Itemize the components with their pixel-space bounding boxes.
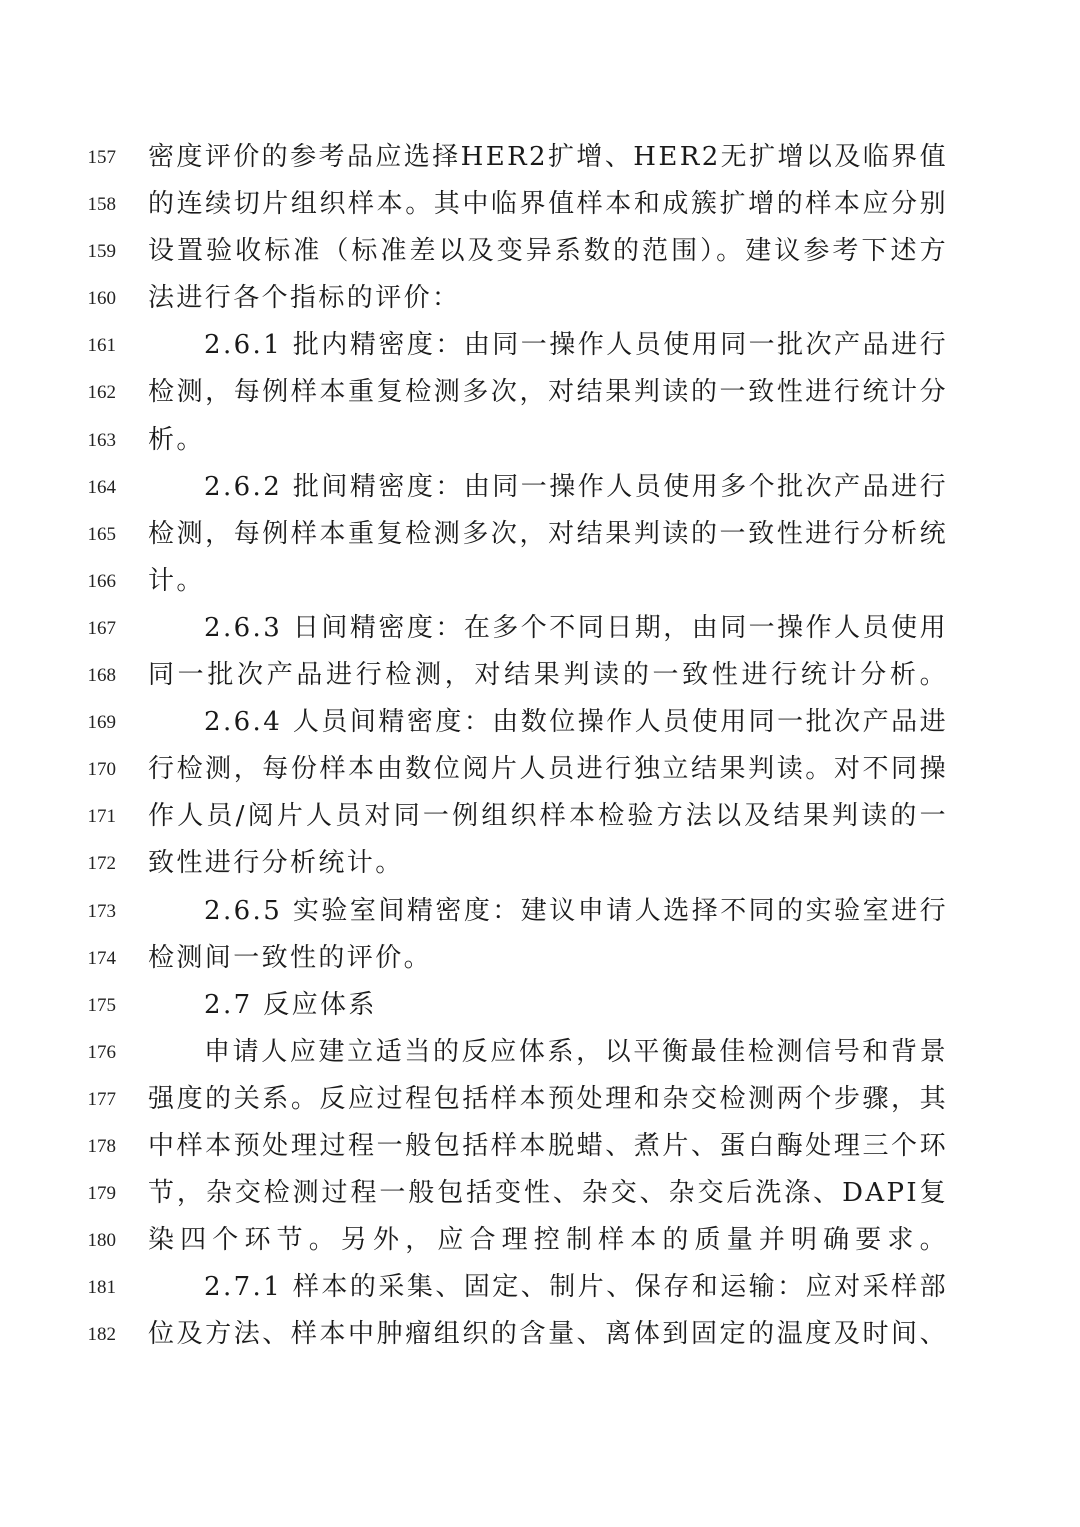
line-text: 中样本预处理过程一般包括样本脱蜡、煮片、蛋白酶处理三个环 bbox=[148, 1130, 948, 1161]
line-text: 2.6.1 批内精密度：由同一操作人员使用同一批次产品进行 bbox=[204, 330, 948, 361]
line-number: 157 bbox=[87, 147, 116, 168]
document-line bbox=[0, 512, 1080, 559]
line-number: 174 bbox=[87, 947, 116, 969]
line-text: 的连续切片组织样本。其中临界值样本和成簇扩增的样本应分别 bbox=[148, 189, 948, 220]
line-text: 2.6.5 实验室间精密度：建议申请人选择不同的实验室进行 bbox=[204, 895, 948, 926]
line-text: 2.6.4 人员间精密度：由数位操作人员使用同一批次产品进 bbox=[204, 707, 948, 738]
line-text: 计。 bbox=[148, 565, 205, 596]
document-line bbox=[0, 418, 1080, 465]
line-number: 181 bbox=[87, 1277, 116, 1299]
document-line bbox=[0, 889, 1080, 936]
line-text: 作人员/阅片人员对同一例组织样本检验方法以及结果判读的一 bbox=[148, 801, 948, 832]
line-number: 182 bbox=[87, 1324, 116, 1346]
line-text: 致性进行分析统计。 bbox=[148, 848, 404, 879]
document-line bbox=[0, 465, 1080, 512]
document-line bbox=[0, 1077, 1080, 1124]
document-line bbox=[0, 747, 1080, 794]
document-line bbox=[0, 135, 1080, 182]
document-line bbox=[0, 606, 1080, 653]
line-number: 175 bbox=[87, 994, 116, 1016]
line-number: 167 bbox=[87, 617, 116, 639]
document-line bbox=[0, 323, 1080, 370]
document-line bbox=[0, 1124, 1080, 1171]
line-text: 设置验收标准（标准差以及变异系数的范围）。建议参考下述方 bbox=[148, 236, 948, 267]
line-number: 169 bbox=[87, 712, 116, 734]
line-number: 171 bbox=[87, 806, 116, 828]
document-line bbox=[0, 229, 1080, 276]
line-text: 检测，每例样本重复检测多次，对结果判读的一致性进行分析统 bbox=[148, 518, 948, 549]
line-text: 申请人应建立适当的反应体系，以平衡最佳检测信号和背景 bbox=[204, 1036, 948, 1067]
line-text: 染四个环节。另外，应合理控制样本的质量并明确要求。 bbox=[148, 1225, 948, 1256]
line-text: 位及方法、样本中肿瘤组织的含量、离体到固定的温度及时间、 bbox=[148, 1319, 948, 1350]
line-number: 168 bbox=[87, 665, 116, 687]
document-line bbox=[0, 1312, 1080, 1359]
line-number: 179 bbox=[87, 1183, 116, 1205]
line-text: 节，杂交检测过程一般包括变性、杂交、杂交后洗涤、DAPI复 bbox=[148, 1178, 948, 1209]
document-line bbox=[0, 182, 1080, 229]
line-number: 177 bbox=[87, 1088, 116, 1110]
document-line bbox=[0, 1218, 1080, 1265]
line-text: 析。 bbox=[148, 424, 205, 455]
document-line bbox=[0, 936, 1080, 983]
line-text: 检测间一致性的评价。 bbox=[148, 942, 433, 973]
line-number: 165 bbox=[87, 523, 116, 545]
line-number: 164 bbox=[87, 476, 116, 498]
line-number: 159 bbox=[87, 241, 116, 263]
document-line bbox=[0, 653, 1080, 700]
line-text: 2.7.1 样本的采集、固定、制片、保存和运输：应对采样部 bbox=[204, 1272, 948, 1303]
document-line bbox=[0, 370, 1080, 417]
line-text: 2.6.3 日间精密度：在多个不同日期，由同一操作人员使用 bbox=[204, 612, 948, 643]
document-line bbox=[0, 841, 1080, 888]
document-line bbox=[0, 276, 1080, 323]
line-number: 172 bbox=[87, 853, 116, 875]
line-text: 2.6.2 批间精密度：由同一操作人员使用多个批次产品进行 bbox=[204, 471, 948, 502]
line-number: 176 bbox=[87, 1041, 116, 1063]
document-line bbox=[0, 983, 1080, 1030]
document-line bbox=[0, 1171, 1080, 1218]
line-text: 行检测，每份样本由数位阅片人员进行独立结果判读。对不同操 bbox=[148, 754, 948, 785]
line-number: 160 bbox=[87, 288, 116, 310]
line-number: 170 bbox=[87, 759, 116, 781]
line-text: 2.7 反应体系 bbox=[204, 989, 377, 1020]
line-text: 强度的关系。反应过程包括样本预处理和杂交检测两个步骤，其 bbox=[148, 1083, 948, 1114]
document-line bbox=[0, 700, 1080, 747]
document-line bbox=[0, 1265, 1080, 1312]
document-line bbox=[0, 1030, 1080, 1077]
line-text: 密度评价的参考品应选择HER2扩增、HER2无扩增以及临界值 bbox=[148, 142, 948, 172]
line-number: 178 bbox=[87, 1135, 116, 1157]
document-line bbox=[0, 559, 1080, 606]
line-number: 163 bbox=[87, 429, 116, 451]
line-number: 162 bbox=[87, 382, 116, 404]
line-text: 检测，每例样本重复检测多次，对结果判读的一致性进行统计分 bbox=[148, 377, 948, 408]
line-number: 180 bbox=[87, 1230, 116, 1252]
line-number: 161 bbox=[87, 335, 116, 357]
line-number: 158 bbox=[87, 194, 116, 216]
line-text: 法进行各个指标的评价： bbox=[148, 283, 461, 314]
line-number: 173 bbox=[87, 900, 116, 922]
document-line bbox=[0, 794, 1080, 841]
line-text: 同一批次产品进行检测，对结果判读的一致性进行统计分析。 bbox=[148, 660, 948, 691]
line-number: 166 bbox=[87, 570, 116, 592]
document-body bbox=[0, 135, 1080, 1359]
